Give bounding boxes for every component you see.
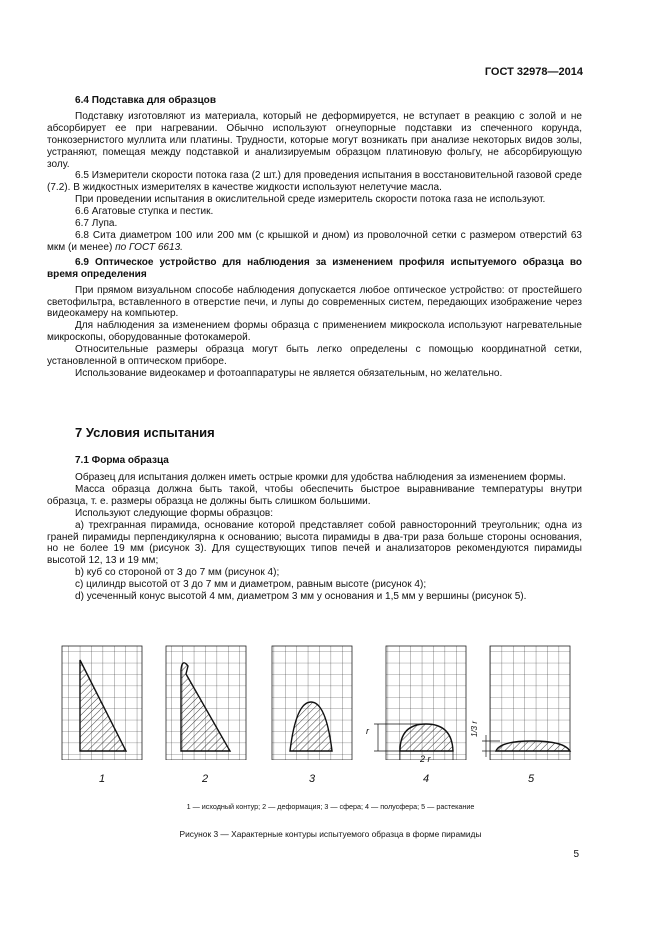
item-6-5-note: При проведении испытания в окислительной среде измеритель скорости потока газа не используют. (75, 194, 546, 206)
item-6-8-text: 6.8 Сита диаметром 100 или 200 мм (с крышкой и дном) из проволочной сетки с размером отверстий 63 мкм (и менее) (47, 229, 582, 253)
document-code: ГОСТ 32978—2014 (484, 66, 583, 78)
section-7-1-p3: Используют следующие формы образцов: (75, 507, 274, 519)
dim-r-label: r (366, 726, 369, 736)
contour-3-sphere (272, 646, 352, 760)
contour-2-deformation (166, 646, 246, 760)
item-6-8 (47, 230, 582, 254)
page-number: 5 (573, 849, 579, 860)
figure-3-contours (0, 640, 661, 760)
section-7-1-title: 7.1 Форма образца (75, 455, 169, 466)
section-6-9-p4: Использование видеокамер и фотоаппаратуры не является обязательным, но желательно. (75, 367, 503, 379)
figure-label-3: 3 (309, 773, 316, 785)
figure-legend: 1 — исходный контур; 2 — деформация; 3 — сфера; 4 — полусфера; 5 — растекание (186, 802, 475, 811)
contour-4-hemisphere (374, 646, 466, 760)
shape-d: d) усеченный конус высотой 4 мм, диаметром 3 мм у основания и 1,5 мм у вершины (рисунок 5). (75, 591, 527, 603)
section-7-1-block (47, 472, 582, 603)
dim-13r-label: 1/3 r (470, 720, 479, 737)
contour-1-original (62, 646, 142, 760)
shape-a: а) трехгранная пирамида, основание которой представляет собой равносторонний треугольник; одна из граней пирамиды перпендикулярна к основанию; высота пирамиды в два-три раза больше стороны основания, но не более 19 мм (рисунок 3). Для существующих типов печей и анализаторов рекомендуются пирамиды высотой 12, 13 и 19 мм; (47, 519, 582, 567)
item-6-8-ref: по ГОСТ 6613. (115, 241, 183, 253)
item-6-5: 6.5 Измерители скорости потока газа (2 шт.) для проведения испытания в восстановительной газовой среде (7.2). В жидкостных измерителях в качестве жидкости используют нелетучие масла. (47, 170, 582, 194)
section-7-title: 7 Условия испытания (75, 425, 215, 440)
figure-title: Рисунок 3 — Характерные контуры испытуемого образца в форме пирамиды (179, 829, 482, 839)
section-7-1-p2: Масса образца должна быть такой, чтобы обеспечить быстрое выравнивание температуры внутри образца, т. е. размеры образца не должны быть слишком большими. (47, 483, 582, 507)
section-6-4-text: Подставку изготовляют из материала, который не деформируется, не вступает в реакцию с золой и не абсорбирует ее при нагревании. Обычно используют огнеупорные подставки из спеченного корунда, тонкозернистого муллита или платины. Трудности, которые могут возникать при анализе некоторых видов золы, устраняют, помещая между подставкой и анализируемым образцом платиновую фольгу, не абсорбирующую золу. (47, 110, 582, 170)
figure-label-2: 2 (202, 773, 209, 785)
figure-label-5: 5 (528, 773, 535, 785)
section-6-9-p3: Относительные размеры образца могут быть легко определены с помощью координатной сетки, установленной в оптическом приборе. (47, 344, 582, 368)
section-6-9-p2: Для наблюдения за изменением формы образца с применением микроскола используют нагревательные микроскопы, оборудованные фотокамерой. (47, 320, 582, 344)
contour-5-spreading (482, 646, 570, 760)
shape-c: c) цилиндр высотой от 3 до 7 мм и диаметром, равным высоте (рисунок 4); (75, 579, 427, 591)
section-6-4-block (47, 95, 582, 380)
figure-label-1: 1 (99, 773, 106, 785)
section-7-1-p1: Образец для испытания должен иметь острые кромки для удобства наблюдения за изменением формы. (75, 472, 566, 483)
section-6-9-p1: При прямом визуальном способе наблюдения допускается любое оптическое устройство: от простейшего светофильтра, вставленного в отверстие печи, и лупы до современных систем, передающих изображение через видеокамеру на компьютер. (47, 284, 582, 320)
figure-label-4: 4 (423, 773, 430, 785)
item-6-6: 6.6 Агатовые ступка и пестик. (75, 206, 214, 218)
section-6-4-title: 6.4 Подставка для образцов (75, 95, 216, 106)
section-6-9-title: 6.9 Оптическое устройство для наблюдения за изменением профиля испытуемого образца во время определения (47, 256, 582, 280)
item-6-7: 6.7 Лупа. (75, 218, 118, 230)
dim-2r-label: 2 r (420, 754, 431, 764)
shape-b: b) куб со стороной от 3 до 7 мм (рисунок 4); (75, 567, 280, 579)
